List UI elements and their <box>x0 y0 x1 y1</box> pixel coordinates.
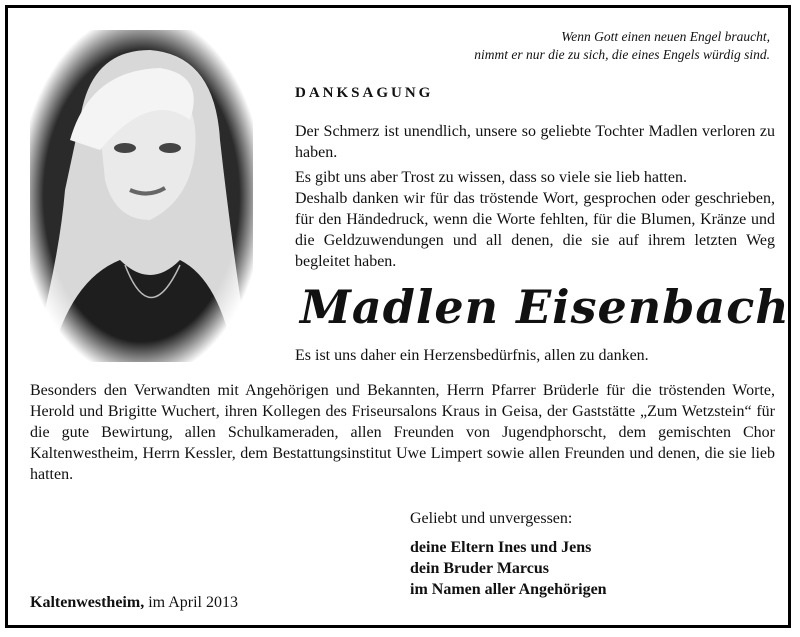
motto-line-1: Wenn Gott einen neuen Engel braucht, <box>561 29 770 44</box>
signoff-parents: deine Eltern Ines und Jens <box>410 539 592 556</box>
deceased-name: Madlen Eisenbach <box>300 280 790 334</box>
closing-line: Es ist uns daher ein Herzensbedürfnis, allen zu danken. <box>295 347 649 364</box>
signoff-lead: Geliebt und unvergessen: <box>410 510 573 527</box>
signoff-brother: dein Bruder Marcus <box>410 560 549 577</box>
page-title: DANKSAGUNG <box>295 85 434 101</box>
signoff-relatives: im Namen aller Angehörigen <box>410 581 607 598</box>
intro-paragraph-3: Deshalb danken wir für das tröstende Wort, gesprochen oder geschrieben, für den Händedruck, wenn die Worte fehlten, für die Blumen, Kränze und die Geldzuwendungen und all denen, die sie auf ihrem letzten Weg begleitet haben. <box>295 190 775 270</box>
place-date-text: im April 2013 <box>148 594 238 611</box>
thanks-paragraph: Besonders den Verwandten mit Angehörigen und Bekannten, Herrn Pfarrer Brüderle für die tröstenden Worte, Herold und Brigitte Wuchert, ihren Kollegen des Friseursalons Kraus in Geisa, der Gaststätte „Zum Wetzstein“ für die gute Bewirtung, allen Schulkameraden, allen Freunden von Jugendphorscht, dem gemischten Chor Kaltenwestheim, Herrn Kessler, dem Bestattungsinstitut Uwe Limpert sowie allen Freunden und denen, die sie lieb hatten. <box>30 382 775 483</box>
place-town: Kaltenwestheim, <box>30 594 145 611</box>
motto <box>390 28 770 64</box>
signoff <box>410 508 607 600</box>
motto-line-2: nimmt er nur die zu sich, die eines Engels würdig sind. <box>474 47 770 62</box>
portrait-photo <box>30 30 253 362</box>
intro-paragraph-1: Der Schmerz ist unendlich, unsere so geliebte Tochter Madlen verloren zu haben. <box>295 123 775 161</box>
place-date <box>30 594 238 612</box>
intro-paragraph-2: Es gibt uns aber Trost zu wissen, dass so viele sie lieb hatten. <box>295 169 687 186</box>
portrait-image <box>30 30 253 362</box>
